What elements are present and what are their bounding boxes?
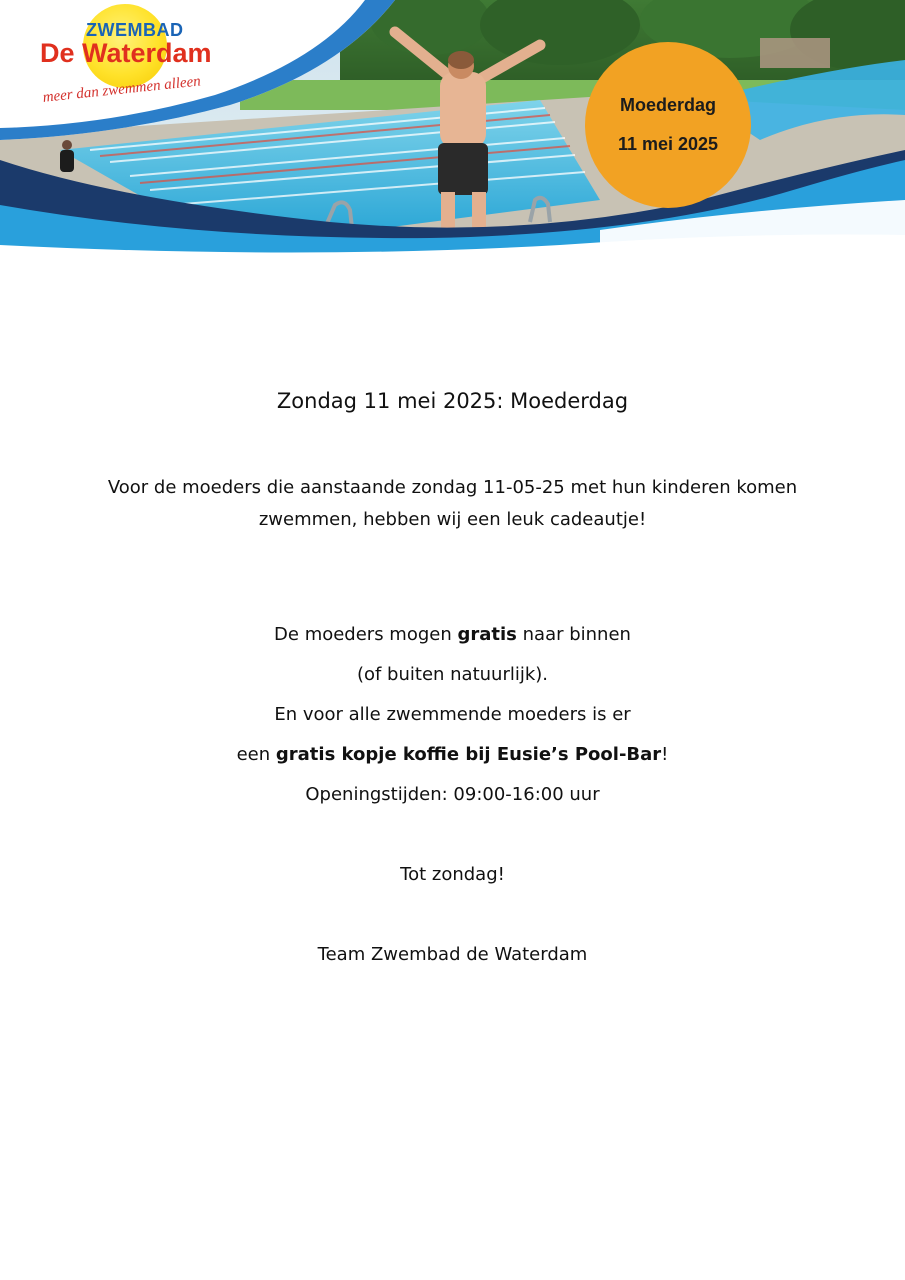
free-entry-post: naar binnen (516, 624, 631, 645)
opening-hours: Openingstijden: 09:00-16:00 uur (305, 784, 600, 805)
outside-line: (of buiten natuurlijk). (356, 664, 549, 685)
badge-date: 11 mei 2025 (617, 134, 719, 154)
signature: Team Zwembad de Waterdam (317, 944, 588, 965)
page-title: Zondag 11 mei 2025: Moederdag (276, 389, 629, 413)
coffee-pre: een (236, 744, 276, 765)
logo-tagline: meer dan zwemmen alleen (42, 73, 202, 106)
free-entry-line (0, 624, 905, 645)
date-badge (585, 42, 751, 208)
swimming-mothers-line: En voor alle zwemmende moeders is er (274, 704, 631, 725)
logo-brand-top: ZWEMBAD (86, 20, 184, 40)
intro-line-1: Voor de moeders die aanstaande zondag 11-05-25 met hun kinderen komen (107, 477, 798, 498)
free-entry-pre: De moeders mogen (274, 624, 458, 645)
header-banner (0, 0, 905, 262)
coffee-post: ! (661, 744, 669, 765)
free-entry-bold: gratis (457, 624, 517, 645)
coffee-bold: gratis kopje koffie bij Eusie’s Pool-Bar (275, 744, 662, 765)
logo-brand-name: De Waterdam (40, 38, 212, 68)
coffee-line (0, 744, 905, 765)
intro-line-2: zwemmen, hebben wij een leuk cadeautje! (258, 509, 647, 530)
intro-paragraph (0, 472, 905, 536)
badge-title: Moederdag (619, 95, 716, 115)
closing-line: Tot zondag! (400, 864, 505, 885)
logo[interactable] (0, 0, 260, 125)
